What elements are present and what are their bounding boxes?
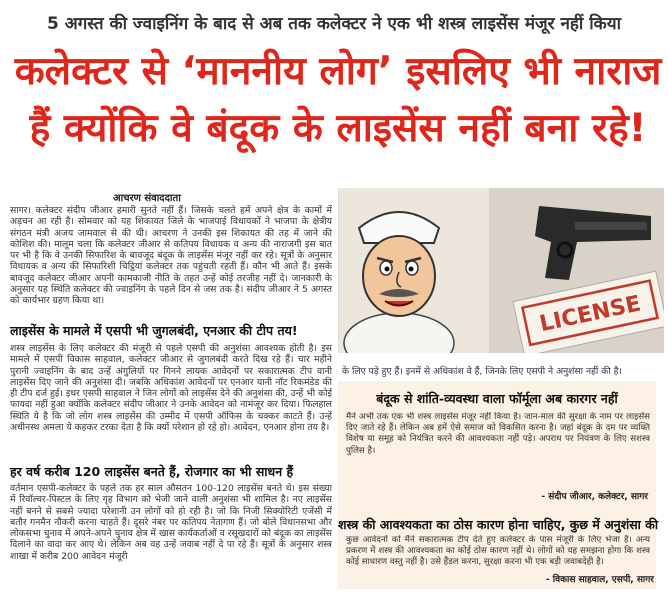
illustration-photo [338,188,664,353]
headline [10,49,666,151]
article-paragraph-2: शस्त्र लाइसेंस के लिए कलेक्टर की मंजूरी से पहले एसपी की अनुशंसा आवश्यक होती है। इस मामले में एसपी विकास साहवाल, कलेक्टर जीआर से जुगलबंदी करते दिख रहे हैं। चार महीने पुरानी ज्वाइनिंग के बाद उन्हें अंगुलियों पर गिनने लायक आवेदनों पर सकारात्मक टीप वानी लाइसेंस दिए जाने की अनुशंसा दी। जबकि अधिकांश आवेदनों पर एनआर यानी नॉट रिकमंडेड की ही टीप दर्ज हुई। इधर एसपी साहवाल ने जिन लोगों को लाइसेंस देने की अनुशंसा की, उन्हें भी कोई फायदा नहीं हुआ क्योंकि कलेक्टर संदीप जीआर ने उनके आवेदन को नामंजूर कर दिया। फिलहाल स्थिति ये है कि जो लोग शस्त्र लाइसेंस की उम्मीद में एसपी ऑफिस के चक्कर काटते हैं। उन्हें अधीनस्थ अमला ये कहकर टरका देता है कि क्यों परेशान हो रहे हो। आवेदन, एनआर होना तय है। [10,343,332,434]
quote-signature-1: - संदीप जीआर, कलेक्टर, सागर [541,492,648,502]
headline-line-1: कलेक्टर से ‘माननीय लोग’ इसलिए भी नाराज [14,49,662,94]
photo-caption: के लिए पड़े हुए हैं। इनमें से अधिकांश वे हैं, जिनके लिए एसपी ने अनुशंसा नहीं की है। [342,366,622,377]
quote-box [338,381,659,589]
cartoon-and-license-image [339,188,664,353]
quote-signature-2: - विकास साहवाल, एसपी, सागर [545,575,654,585]
article-paragraph-1: सागर। कलेक्टर संदीप जीआर हमारी सुनते नहीं हैं। जिसके चलते हमें अपने क्षेत्र के कामों में अड़चन आ रही है। सोमवार को यह शिकायत जिले के भाजपाई विधायकों ने भाजपा के क्षेत्रीय संगठन मंत्री अजय जामवाल से की थी। आचरण ने उनकी इस शिकायत की तह में जाने की कोशिश की। मालूम चला कि कलेक्टर जीआर से कतिपय विधायक व अन्य की नाराजगी इस बात पर भी है कि वे उनकी सिफारिश के बावजूद बंदूक के लाइसेंस मंजूर नहीं कर रहे। सूत्रों के अनुसार विधायक व अन्य की सिफारिशी चिट्ठियां कलेक्टर तक पहुंचती रहती हैं। कौन भी आते हैं। इसके बावजूद कलेक्टर जीआर अपनी कामकाजी नीति के तहत उन्हें कोई तरजीह नहीं दे। जानकारी के अनुसार यह स्थिति कलेक्टर की ज्वाइनिंग के पहले दिन से जस तक है। संदीप जीआर ने 5 अगस्त को कार्यभार ग्रहण किया था। [10,205,332,307]
quote-text-1: मैंने अभी तक एक भी शस्त्र लाइसेंस मंजूर नहीं किया है। जान-माल की सुरक्षा के नाम पर लाइसेंस दिए जाते रहे हैं। लेकिन अब हमें ऐसे समाज को विकसित करना है। जहां बंदूक के दम पर व्यक्ति विशेष या समूह को नियंत्रित करने की आवश्यकता नहीं पड़े। अपराध पर नियंत्रण के लिए सशस्त्र पुलिस है। [346,412,650,456]
kicker-line: 5 अगस्त की ज्वाइनिंग के बाद से अब तक कलेक्टर ने एक भी शस्त्र लाइसेंस मंजूर नहीं किया [47,13,621,34]
license-stamp-text: LICENSE [537,291,644,338]
quote-heading-1: बंदूक से शांति-व्यवस्था वाला फॉर्मूला अब कारगर नहीं [376,391,618,406]
subheading-1: लाइसेंस के मामले में एसपी भी जुगलबंदी, एनआर की टीप तय! [10,323,298,338]
subheading-2: हर वर्ष करीब 120 लाइसेंस बनते हैं, रोजगार का भी साधन हैं [10,464,294,479]
byline: आचरण संवाददाता [113,193,181,204]
quote-heading-2: शस्त्र की आवश्यकता का ठोस कारण होना चाहिए, कुछ में अनुशंसा की [338,517,659,532]
article-paragraph-3: वर्तमान एसपी-कलेक्टर के पहले तक हर साल औसतन 100-120 लाइसेंस बनते थे। इस संख्या में रिवॉल्वर-पिस्टल के लिए गृह विभाग को भेजी जाने वाली अनुशंसा भी शामिल है। नए लाइसेंस नहीं बनने से सबसे ज्यादा परेशानी उन लोगों को हो रही है। जो कि निजी सिक्योरिटी एजेंसी में बतौर गनमैन नौकरी करना चाहते हैं। दूसरे नंबर पर कतिपय नेतागण हैं। जो बोले विधानसभा और लोकसभा चुनाव में अपने-अपने चुनाव क्षेत्र में खास कार्यकर्ताओं व रसूखदारों को बंदूक का लाइसेंस दिलाने का वादा कर आए थे। लेकिन अब वह उन्हें जवाब नहीं दे पा रहे हैं। सूत्रों के अनुसार शस्त्र शाखा में करीब 200 आवेदन मंजूरी [10,483,332,562]
headline-line-2: हैं क्योंकि वे बंदूक के लाइसेंस नहीं बना रहे! [29,106,647,151]
quote-text-2: कुछ आवेदनों को मैंने सकारात्मक टीप देते हुए कलेक्टर के पास मंजूरी के लिए भेजा है। अन्य प्रकरण में शस्त्र की आवश्यकता का कोई ठोस कारण नहीं थे। लोगों को यह समझना होगा कि शस्त्र कोई साधारण वस्तु नहीं है। उसे हैंडल करना, सुरक्षा करना भी एक बड़ी जवाबदेही है। [346,535,650,568]
